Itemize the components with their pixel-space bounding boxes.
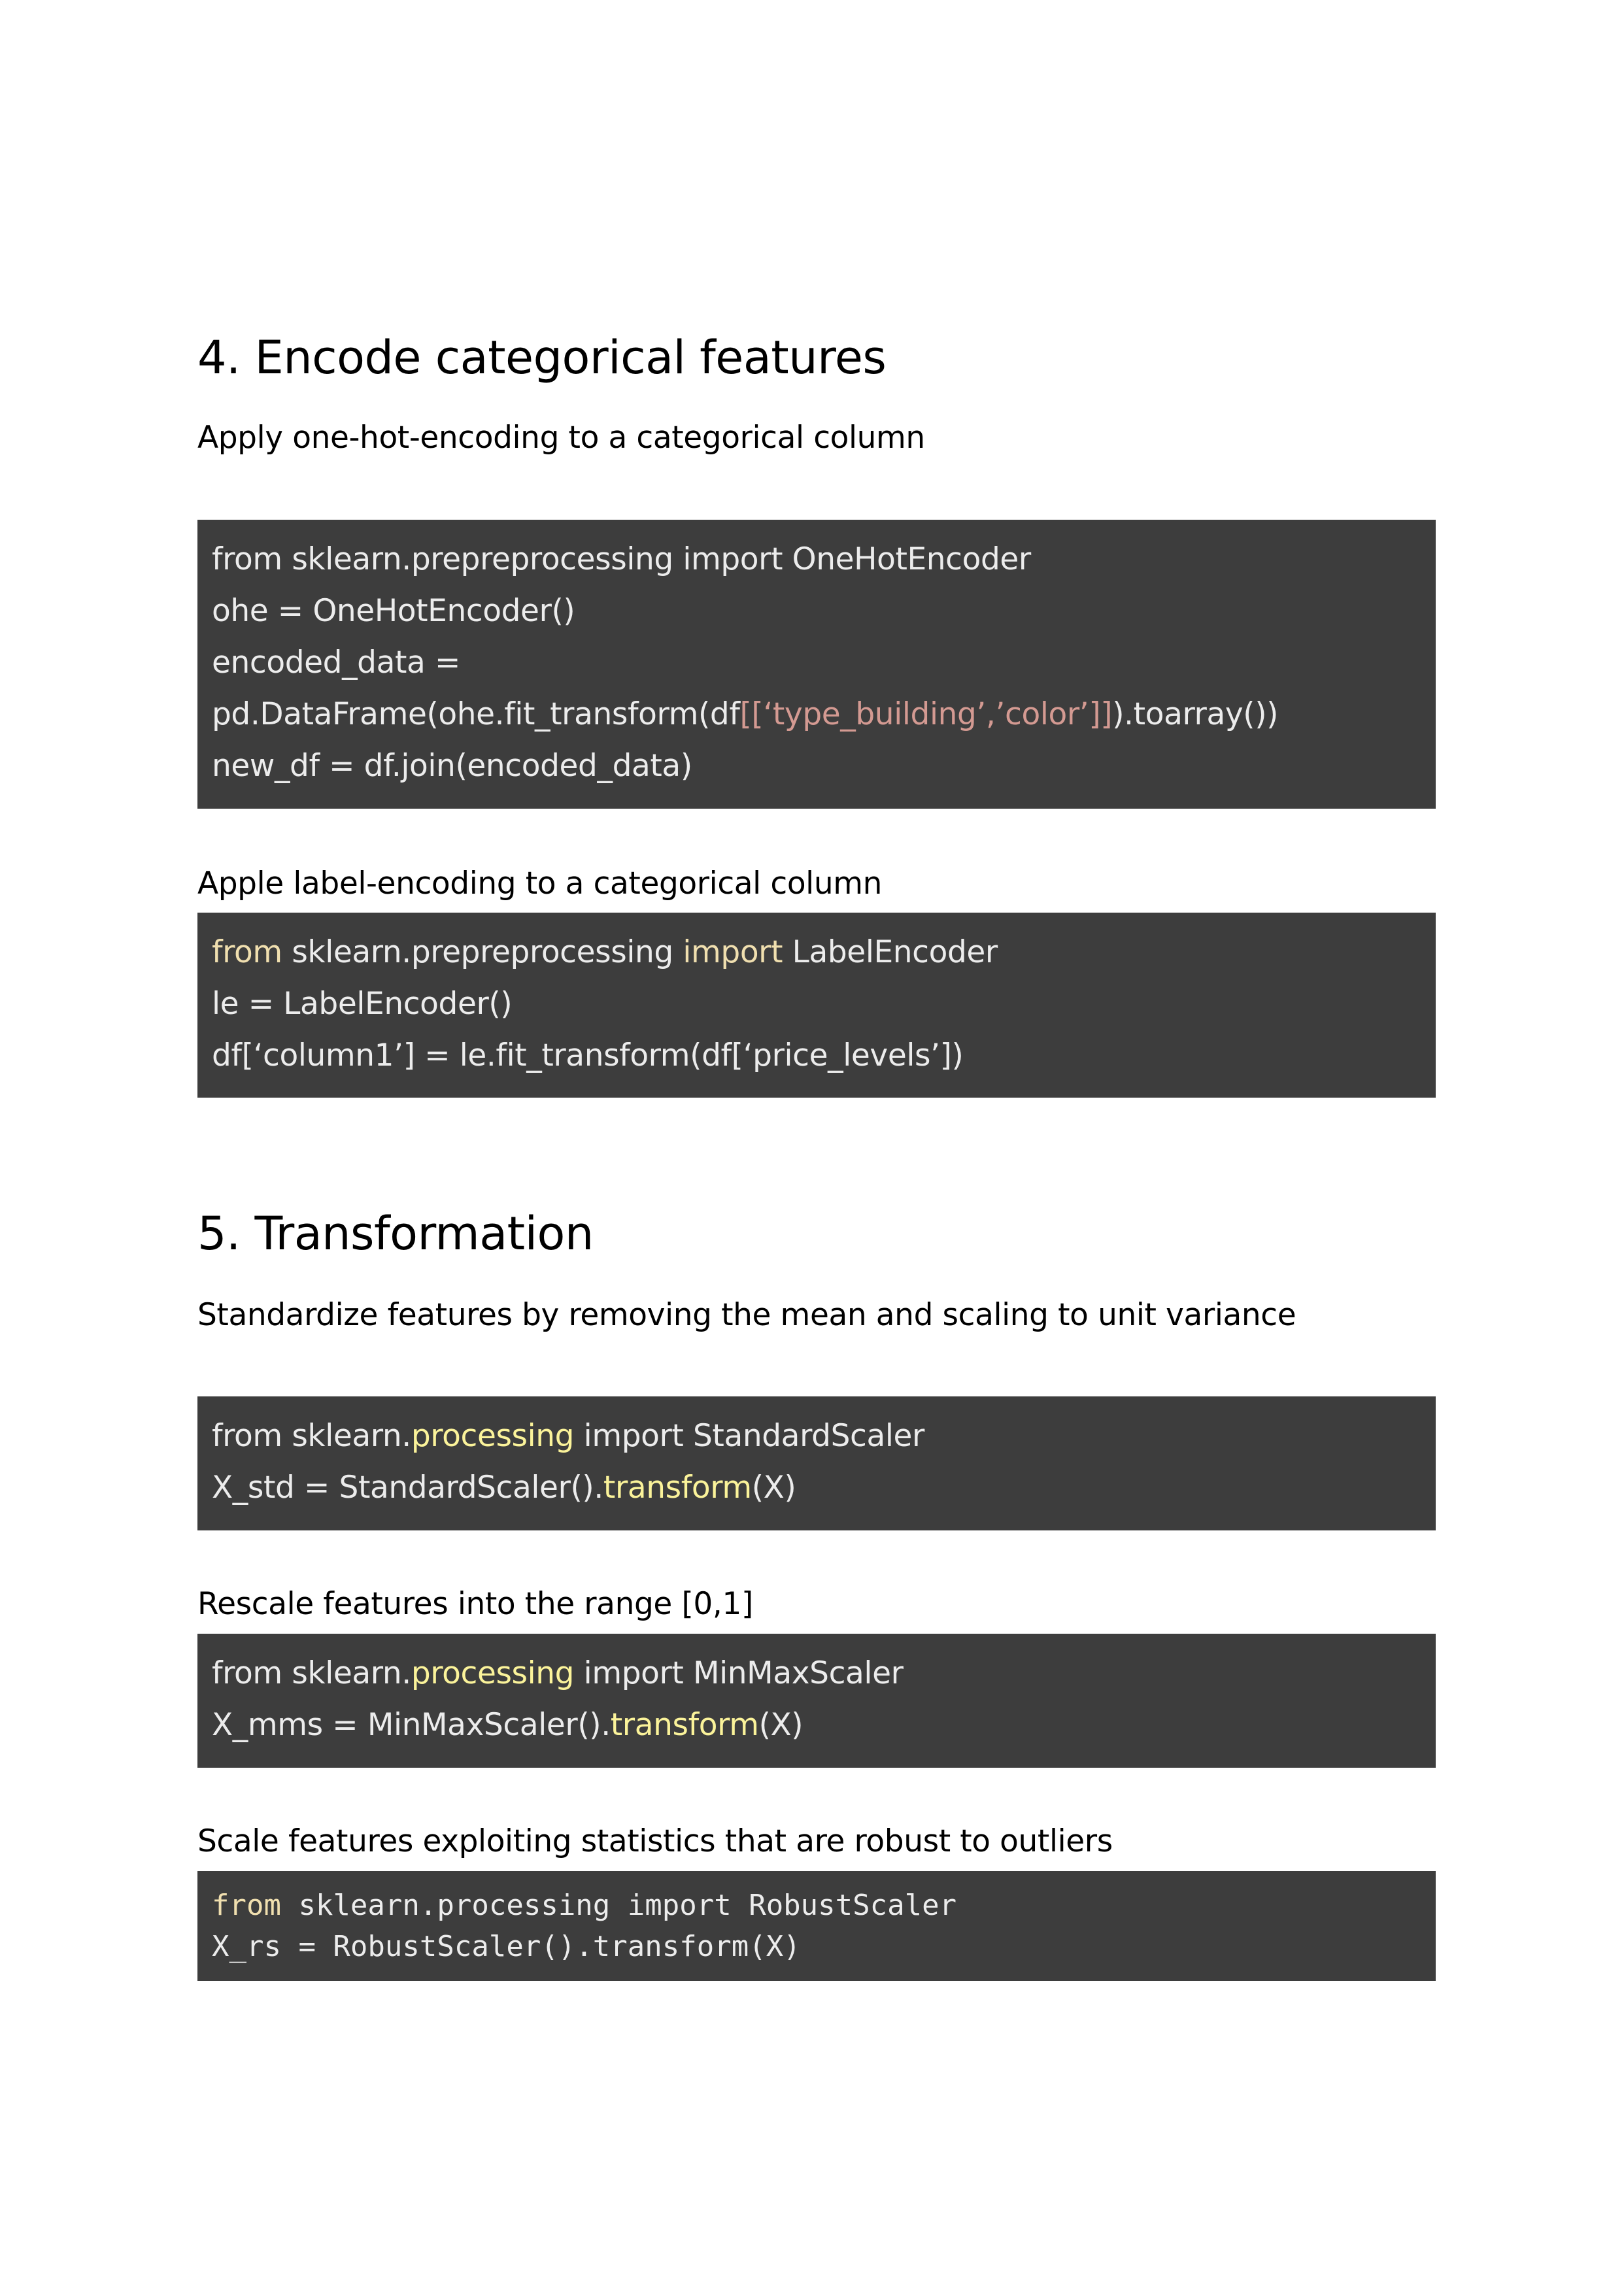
code-text: X_mms = MinMaxScaler(). [212, 1707, 611, 1743]
label-encoding-code-block [197, 913, 1436, 1098]
code-line: new_df = df.join(encoded_data) [212, 748, 692, 784]
rescale-description: Rescale features into the range [0,1] [197, 1586, 753, 1622]
code-line: X_rs = RobustScaler().transform(X) [212, 1930, 801, 1963]
code-keyword: from [212, 1889, 281, 1922]
code-text: from sklearn. [212, 1418, 411, 1454]
code-text: sklearn.processing import RobustScaler [280, 1889, 957, 1922]
standardize-description: Standardize features by removing the mean and scaling to unit variance [197, 1297, 1296, 1333]
code-text: import StandardScaler [574, 1418, 924, 1454]
code-text: pd.DataFrame(ohe.fit_transform(df [212, 696, 740, 732]
code-keyword: from [212, 934, 282, 970]
code-line: df[‘column1’] = le.fit_transform(df[‘price_levels’]) [212, 1037, 964, 1073]
code-text: (X) [751, 1470, 796, 1506]
minmax-scaler-code-block [197, 1634, 1436, 1768]
section-4-title: 4. Encode categorical features [197, 331, 887, 384]
code-line [212, 1462, 1436, 1513]
code-line [212, 926, 1436, 978]
code-highlight: processing [411, 1418, 575, 1454]
label-encoding-description: Apple label-encoding to a categorical column [197, 866, 882, 902]
code-highlight: transform [610, 1707, 759, 1743]
code-line [212, 1699, 1436, 1751]
code-text: LabelEncoder [783, 934, 998, 970]
code-line: ohe = OneHotEncoder() [212, 593, 575, 629]
code-line [212, 1885, 1436, 1926]
robust-description: Scale features exploiting statistics that are robust to outliers [197, 1823, 1113, 1859]
one-hot-code-block [197, 520, 1436, 809]
code-highlight: processing [411, 1655, 575, 1691]
code-line: encoded_data = [212, 645, 460, 681]
code-text: import MinMaxScaler [574, 1655, 904, 1691]
code-line [212, 1647, 1436, 1699]
code-text: sklearn.prepreprocessing [282, 934, 683, 970]
standard-scaler-code-block [197, 1396, 1436, 1530]
code-keyword: import [683, 934, 783, 970]
code-string: [[‘type_building’,’color’]] [739, 696, 1113, 732]
one-hot-description: Apply one-hot-encoding to a categorical column [197, 420, 925, 456]
code-highlight: transform [603, 1470, 752, 1506]
code-text: (X) [758, 1707, 804, 1743]
code-line [212, 688, 1436, 740]
code-text: X_std = StandardScaler(). [212, 1470, 603, 1506]
code-text: from sklearn. [212, 1655, 411, 1691]
code-line [212, 1410, 1436, 1462]
code-line: from sklearn.prepreprocessing import OneHotEncoder [212, 541, 1031, 577]
code-line: le = LabelEncoder() [212, 986, 513, 1022]
code-text: ).toarray()) [1112, 696, 1279, 732]
section-5-title: 5. Transformation [197, 1207, 594, 1260]
robust-scaler-code-block [197, 1871, 1436, 1981]
